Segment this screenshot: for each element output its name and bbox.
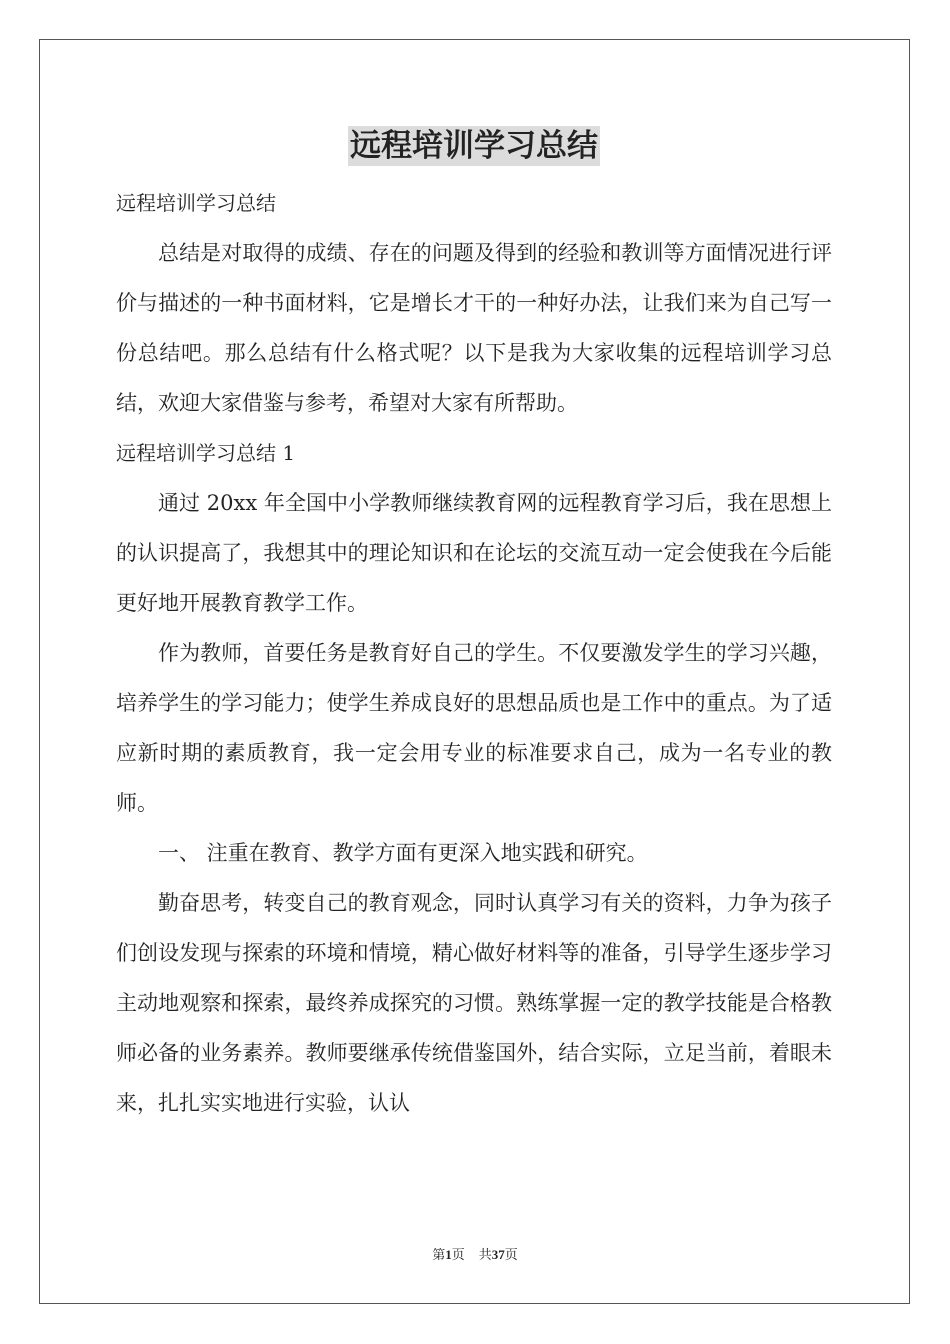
- page-prefix: 第: [432, 1247, 446, 1262]
- document-title: [116, 126, 832, 172]
- section-heading-1: 远程培训学习总结 1: [116, 441, 296, 465]
- document-subtitle: 远程培训学习总结: [116, 191, 276, 215]
- total-prefix: 共: [478, 1247, 492, 1262]
- paragraph-1: 通过 20xx 年全国中小学教师继续教育网的远程教育学习后，我在思想上的认识提高了，我想其中的理论知识和在论坛的交流互动一定会使我在今后能更好地开展教育教学工作。: [116, 491, 832, 615]
- document-body: [116, 126, 832, 1128]
- page-footer: [0, 1244, 950, 1263]
- document-title-text: 远程培训学习总结: [350, 128, 598, 164]
- intro-paragraph: 总结是对取得的成绩、存在的问题及得到的经验和教训等方面情况进行评价与描述的一种书面材料，它是增长才干的一种好办法，让我们来为自己写一份总结吧。那么总结有什么格式呢？以下是我为大家收集的远程培训学习总结，欢迎大家借鉴与参考，希望对大家有所帮助。: [116, 241, 832, 415]
- page-suffix: 页: [451, 1247, 465, 1262]
- paragraph-2: 作为教师，首要任务是教育好自己的学生。不仅要激发学生的学习兴趣，培养学生的学习能力；使学生养成良好的思想品质也是工作中的重点。为了适应新时期的素质教育，我一定会用专业的标准要求自己，成为一名专业的教师。: [116, 641, 832, 815]
- point-heading-1: 一、 注重在教育、教学方面有更深入地实践和研究。: [158, 841, 648, 865]
- total-suffix: 页: [504, 1247, 518, 1262]
- paragraph-3: 勤奋思考，转变自己的教育观念，同时认真学习有关的资料，力争为孩子们创设发现与探索的环境和情境，精心做好材料等的准备，引导学生逐步学习主动地观察和探索，最终养成探究的习惯。熟练掌握一定的教学技能是合格教师必备的业务素养。教师要继承传统借鉴国外，结合实际，立足当前，着眼未来，扎扎实实地进行实验，认认: [116, 891, 832, 1115]
- total-pages: 37: [491, 1247, 505, 1262]
- page-number: 1: [445, 1247, 452, 1262]
